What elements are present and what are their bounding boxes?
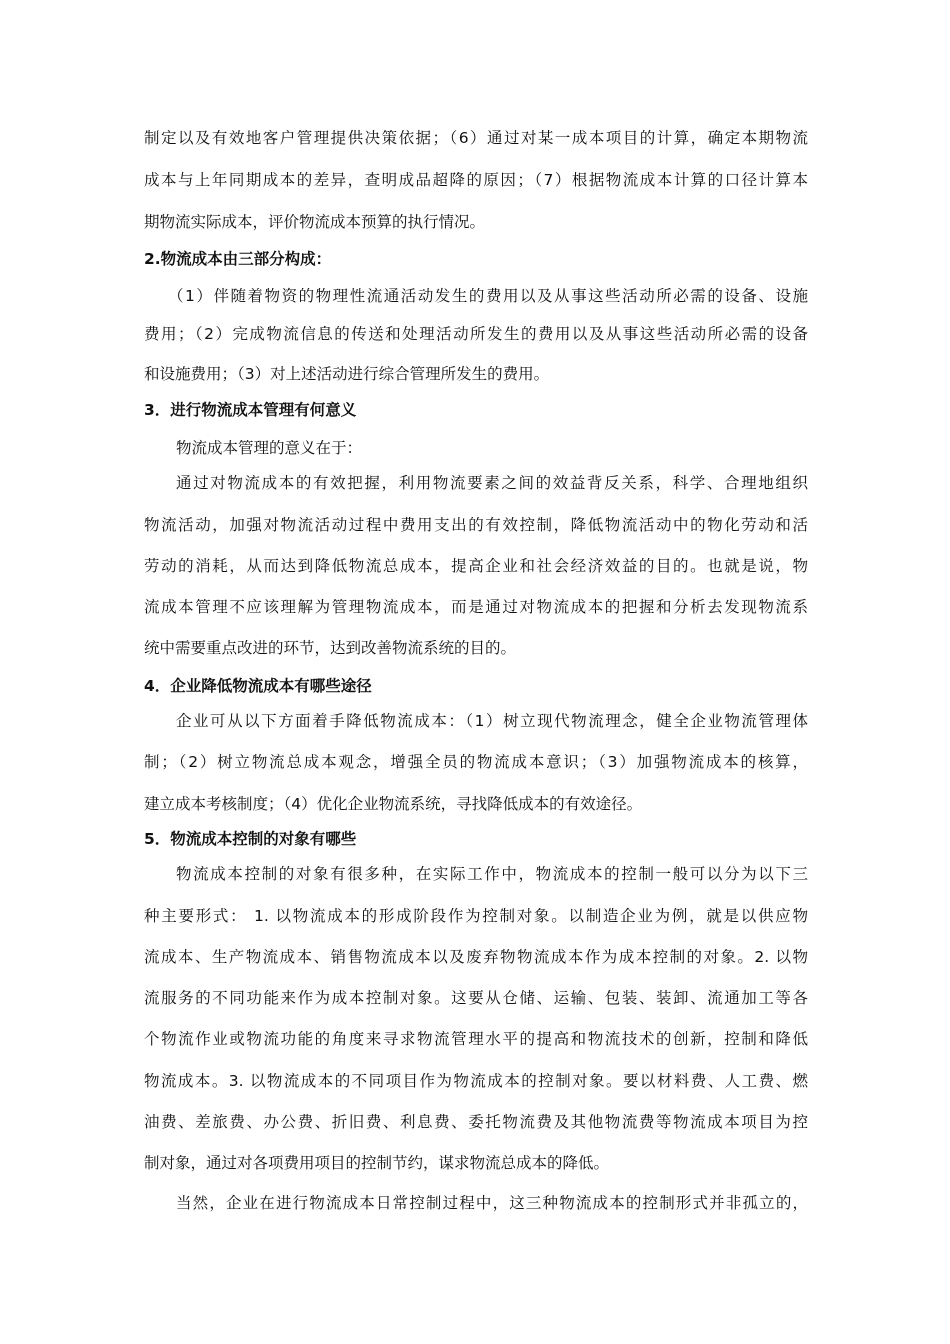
section-4-line-3: 建立成本考核制度；（4）优化企业物流系统，寻找降低成本的有效途径。	[144, 795, 643, 813]
section-5-line-5: 个物流作业或物流功能的角度来寻求物流管理水平的提高和物流技术的创新，控制和降低	[144, 1030, 808, 1048]
section-5-line-3: 流成本、生产物流成本、销售物流成本以及废弃物物流成本作为成本控制的对象。2. 以物	[144, 948, 808, 966]
section-4-line-1: 企业可从以下方面着手降低物流成本：（1）树立现代物流理念，健全企业物流管理体	[176, 712, 808, 730]
section-2-line-1: （1）伴随着物资的物理性流通活动发生的费用以及从事这些活动所必需的设备、设施	[168, 287, 808, 305]
section-3-heading: 3．进行物流成本管理有何意义	[144, 401, 357, 419]
section-3-line-1: 通过对物流成本的有效把握，利用物流要素之间的效益背反关系，科学、合理地组织	[176, 474, 808, 492]
section-5-line-1: 物流成本控制的对象有很多种，在实际工作中，物流成本的控制一般可以分为以下三	[176, 865, 808, 883]
para-intro-line-2: 成本与上年同期成本的差异，查明成品超降的原因；（7）根据物流成本计算的口径计算本	[144, 171, 808, 189]
section-3-line-5: 统中需要重点改进的环节，达到改善物流系统的目的。	[144, 639, 517, 657]
section-4-line-2: 制；（2）树立物流总成本观念，增强全员的物流成本意识；（3）加强物流成本的核算，	[144, 753, 808, 771]
section-5-line-6: 物流成本。3. 以物流成本的不同项目作为物流成本的控制对象。要以材料费、人工费、燃	[144, 1072, 808, 1090]
para-intro-line-1: 制定以及有效地客户管理提供决策依据；（6）通过对某一成本项目的计算，确定本期物流	[144, 129, 808, 147]
section-5-heading: 5．物流成本控制的对象有哪些	[144, 830, 357, 848]
section-3-line-3: 劳动的消耗，从而达到降低物流总成本，提高企业和社会经济效益的目的。也就是说，物	[144, 557, 808, 575]
section-3-line-2: 物流活动，加强对物流活动过程中费用支出的有效控制，降低物流活动中的物化劳动和活	[144, 516, 808, 534]
section-5-closing: 当然，企业在进行物流成本日常控制过程中，这三种物流成本的控制形式并非孤立的，	[176, 1194, 808, 1212]
section-3-line-4: 流成本管理不应该理解为管理物流成本，而是通过对物流成本的把握和分析去发现物流系	[144, 598, 808, 616]
para-intro-line-3: 期物流实际成本，评价物流成本预算的执行情况。	[144, 213, 486, 231]
section-5-line-2: 种主要形式： 1. 以物流成本的形成阶段作为控制对象。以制造企业为例，就是以供应物	[144, 907, 808, 925]
section-4-heading: 4．企业降低物流成本有哪些途径	[144, 677, 372, 695]
section-3-lead: 物流成本管理的意义在于：	[176, 439, 363, 457]
section-2-heading: 2.物流成本由三部分构成：	[144, 250, 332, 268]
section-5-line-8: 制对象，通过对各项费用项目的控制节约，谋求物流总成本的降低。	[144, 1154, 610, 1172]
section-2-line-3: 和设施费用；（3）对上述活动进行综合管理所发生的费用。	[144, 365, 550, 383]
section-2-line-2: 费用；（2）完成物流信息的传送和处理活动所发生的费用以及从事这些活动所必需的设备	[144, 325, 808, 343]
section-5-line-7: 油费、差旅费、办公费、折旧费、利息费、委托物流费及其他物流费等物流成本项目为控	[144, 1113, 808, 1131]
section-5-line-4: 流服务的不同功能来作为成本控制对象。这要从仓储、运输、包装、装卸、流通加工等各	[144, 989, 808, 1007]
